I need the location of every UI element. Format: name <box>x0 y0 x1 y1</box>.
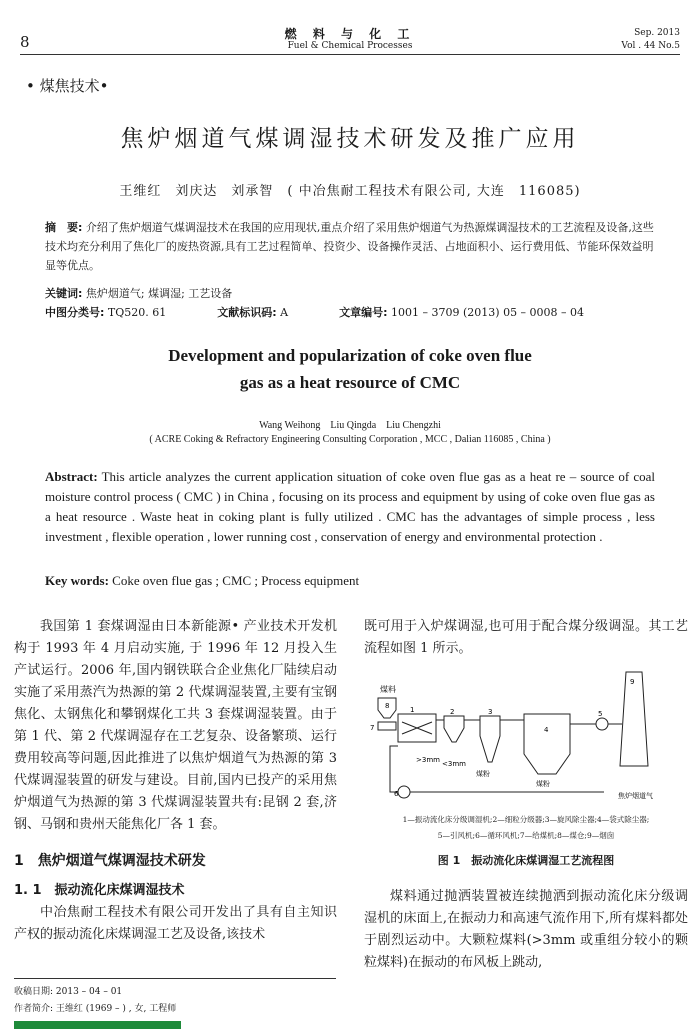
classifier-shape <box>444 716 464 742</box>
clc-label: 中图分类号: <box>45 306 105 319</box>
keywords-en-label: Key words: <box>45 573 109 588</box>
footnote-author-bio: 作者简介: 王维红 (1969 – ) , 女, 工程师 <box>14 1004 177 1014</box>
journal-title-en: Fuel & Chemical Processes <box>287 41 413 51</box>
footnote-received: 收稿日期: 2013 – 04 – 01 <box>14 987 123 997</box>
bag-filter-shape <box>524 714 570 774</box>
body-left-column <box>14 616 337 946</box>
label-4: 4 <box>544 726 549 734</box>
header-rule <box>20 54 680 55</box>
abstract-en-text: This article analyzes the current application situation of coke oven flue gas as a heat re – source of coal moisture control process ( CMC ) in China , focusing on its process and equipment by using of coke oven flue gas as a heat resource . Waste heat in coking plant is fully utilized . CMC has the advantages of simple process , less investment , flexible operation , lower running cost , conservation of energy and environmental protection . <box>45 469 655 544</box>
label-9: 9 <box>630 678 635 686</box>
article-title-en-line1: Development and popularization of coke oven flue <box>168 346 532 365</box>
keywords-en-text: Coke oven flue gas ; CMC ; Process equipment <box>112 573 360 588</box>
label-2: 2 <box>450 708 455 716</box>
chimney-shape <box>620 672 648 766</box>
abstract-cn-label: 摘 要: <box>45 221 83 234</box>
label-6: 6 <box>394 790 399 798</box>
doc-code-label: 文献标识码: <box>217 306 277 319</box>
issue-date: Sep. 2013 <box>634 28 680 38</box>
circulation-fan-shape <box>398 786 410 798</box>
bottom-color-bar <box>14 1021 181 1029</box>
journal-title-cn: 燃 料 与 化 工 <box>284 27 416 41</box>
figure-legend-line1: 1—振动流化床分级调湿机;2—细粒分级器;3—旋风除尘器;4—袋式除尘器; <box>402 815 650 824</box>
affiliation-en: ( ACRE Coking & Refractory Engineering Consulting Corporation , MCC , Dalian 116085 , China ) <box>149 434 551 445</box>
label-7: 7 <box>370 724 375 732</box>
issue-volume: Vol . 44 No.5 <box>621 41 680 51</box>
label-8: 8 <box>385 702 390 710</box>
authors-cn: 王维红 刘庆达 刘承智 ( 中冶焦耐工程技术有限公司, 大连 116085) <box>119 184 581 199</box>
label-flue-gas: 焦炉烟道气 <box>618 792 653 800</box>
keywords-cn-text: 焦炉烟道气; 煤调湿; 工艺设备 <box>85 287 233 300</box>
figure-caption: 图 1 振动流化床煤调湿工艺流程图 <box>437 854 615 867</box>
figure-legend-line2: 5—引风机;6—循环风机;7—给煤机;8—煤仓;9—烟囱 <box>437 831 615 840</box>
label-powder-cyclone: 煤粉 <box>476 770 490 778</box>
column-tag: • 煤焦技术• <box>26 77 109 95</box>
body-right-column-lower <box>364 886 688 974</box>
keywords-cn <box>45 284 655 303</box>
exhaust-fan-shape <box>596 718 608 730</box>
abstract-en <box>45 467 655 547</box>
label-3: 3 <box>488 708 493 716</box>
article-title-en-line2: gas as a heat resource of CMC <box>239 373 461 392</box>
abstract-cn-text: 介绍了焦炉烟道气煤调湿技术在我国的应用现状,重点介绍了采用焦炉烟道气为热源煤调湿技术的工艺流程及设备,这些技术均充分利用了焦化厂的废热资源,具有工艺过程简单、投资少、设备操作灵活、占地面积小、运行费用低、节能环保效益明显等优点。 <box>45 221 654 272</box>
cyclone-shape <box>480 716 500 762</box>
page-number: 8 <box>20 33 30 51</box>
label-5: 5 <box>598 710 603 718</box>
classification <box>45 303 655 322</box>
label-lt3mm: <3mm <box>442 760 466 768</box>
keywords-en <box>45 571 655 591</box>
feeder-shape <box>378 722 396 730</box>
keywords-cn-label: 关键词: <box>45 287 83 300</box>
label-coal: 煤料 <box>380 685 396 694</box>
subsection-heading: 1. 1 振动流化床煤调湿技术 <box>14 883 185 898</box>
article-title-cn: 焦炉烟道气煤调湿技术研发及推广应用 <box>120 126 580 152</box>
body-right-paragraph: 既可用于入炉煤调湿,也可用于配合煤分级调湿。其工艺流程如图 1 所示。 <box>364 619 688 656</box>
abstract-cn <box>45 218 655 275</box>
article-no-label: 文章编号: <box>339 306 388 319</box>
clc-value: TQ520. 61 <box>107 306 167 319</box>
abstract-en-label: Abstract: <box>45 469 98 484</box>
body-paragraph: 中冶焦耐工程技术有限公司开发出了具有自主知识产权的振动流化床煤调湿工艺及设备,该技术 <box>14 905 337 942</box>
label-gt3mm: >3mm <box>416 756 440 764</box>
label-1: 1 <box>410 706 415 714</box>
authors-en: Wang Weihong Liu Qingda Liu Chengzhi <box>259 420 441 431</box>
doc-code-value: A <box>280 306 289 319</box>
process-flow-diagram <box>364 670 688 808</box>
body-paragraph: 煤料通过抛洒装置被连续抛洒到振动流化床分级调湿机的床面上,在振动力和高速气流作用下,所有煤料都处于剧烈运动中。大颗粒煤料(>3mm 或重组分较小的颗粒煤料)在振动的布风板上跳动, <box>364 889 688 970</box>
section-heading: 1 焦炉烟道气煤调湿技术研发 <box>14 853 206 869</box>
footnote-rule <box>14 978 336 979</box>
label-powder-filter: 煤粉 <box>536 780 550 788</box>
body-paragraph: 我国第 1 套煤调湿由日本新能源• 产业技术开发机构于 1993 年 4 月启动实施, 于 1996 年 12 月投入生产试运行。2006 年,国内钢铁联合企业焦化厂陆续启动实施了采用蒸汽为热源的第 2 代煤调湿装置,主要有宝钢焦化、太钢焦化和攀钢煤化工共 3 套煤调湿装置。由于第 1 代、第 2 代煤调湿存在工艺复杂、设备繁琐、运行费用较高等问题,因此推进了以焦炉烟道气为热源的第 3 代煤调湿装置的研发与建设。目前,国内已投产的采用焦炉烟道气为热源的第 3 代煤调湿装置共有:昆钢 2 套,济钢、马钢和贵州天能焦化厂各 1 套。 <box>14 619 337 832</box>
article-no-value: 1001 – 3709 (2013) 05 – 0008 – 04 <box>391 306 585 319</box>
